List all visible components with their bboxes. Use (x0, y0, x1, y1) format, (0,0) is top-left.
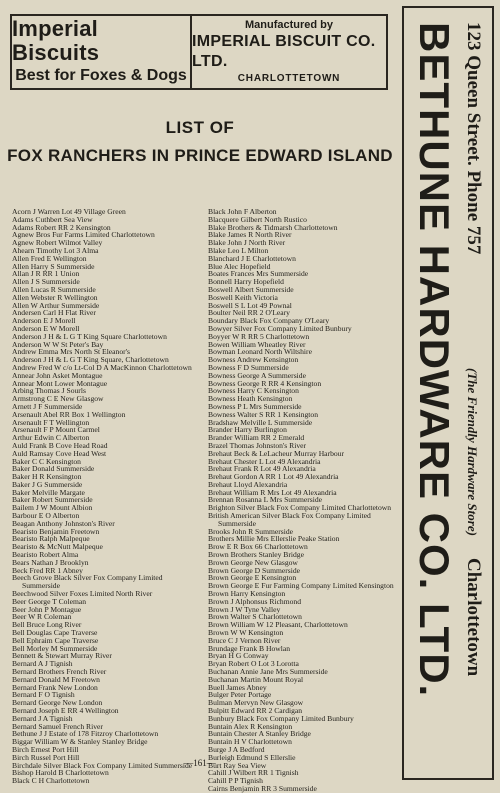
list-item: Blake Brothers & Tidmarsh Charlottetown (208, 222, 338, 232)
list-item: Cahill J Wilbert RR 1 Tignish (208, 768, 299, 778)
list-item: Anderson E J Morell (12, 316, 76, 326)
list-item: Boswell Keith Victoria (208, 292, 278, 302)
list-item: Bonnell Harry Hopefield (208, 277, 284, 287)
list-item: Anderson J H & L G T King Square Charlottetown (12, 331, 167, 341)
list-item: Bishop Harold B Charlottetown (12, 768, 109, 778)
list-item: Blacquere Gilbert North Rustico (208, 214, 307, 224)
list-item: Ahearn Timothy Lot 3 Alma (12, 245, 99, 255)
list-item: Bears Nathan J Brooklyn (12, 557, 89, 567)
list-item: Andersen Carl H Flat River (12, 308, 96, 318)
list-item: Brown Brothers Stanley Bridge (208, 550, 304, 560)
list-item: Beech Grove Black Silver Fox Company Limited Summerside (12, 573, 163, 591)
list-item: Brehaut Lloyd Alexandria (208, 479, 288, 489)
list-item: Bowyer Silver Fox Company Limited Bunbury (208, 323, 352, 333)
list-item: British American Silver Black Fox Company Limited Summerside (208, 511, 371, 528)
list-item: Bowman Leonard North Wiltshire (208, 347, 312, 357)
list-item: Bennett & Stewart Murray River (12, 651, 112, 661)
list-item: Acorn J Warren Lot 49 Village Green (12, 207, 126, 216)
list-item: Bradshaw Melville L Summerside (208, 417, 313, 427)
list-item: Bernard Joseph E RR 4 Wellington (12, 706, 119, 715)
list-item: Brennan Rosanna L Mrs Summerside (208, 495, 323, 505)
sidebar-tagline: (The Friendly Hardware Store) (465, 368, 480, 536)
ad-subtitle: Best for Foxes & Dogs (15, 67, 187, 84)
list-item: Baker Robert Summerside (12, 495, 93, 505)
list-item: Allen Webster R Wellington (12, 292, 98, 302)
list-item: Baker H R Kensington (12, 472, 82, 482)
list-item: Boates Frances Mrs Summerside (208, 269, 309, 279)
list-item: Black C H Charlottetown (12, 776, 90, 786)
list-item: Brothers Millie Mrs Ellerslie Peake Station (208, 534, 340, 544)
list-item: Brown Harry Kensington (208, 589, 286, 599)
page-title-line2: FOX RANCHERS IN PRINCE EDWARD ISLAND (7, 146, 393, 165)
list-item: Buntain Alex R Kensington (208, 721, 293, 731)
list-item: Auld Frank B Cove Head Road (12, 440, 108, 450)
list-item: Allen Harry S Summerside (12, 261, 95, 271)
list-item: Adams Robert RR 2 Kensington (12, 222, 111, 232)
list-item: Allen W Arthur Summerside (12, 300, 100, 310)
list-item: Bryan H G Conway (208, 651, 269, 661)
ad-right-panel (192, 16, 386, 88)
list-item: Bryan Robert O Lot 3 Lorotta (208, 659, 299, 669)
list-item: Boulter Neil RR 2 O'Leary (208, 308, 290, 318)
list-item: Birch Ernest Port Hill (12, 744, 79, 754)
list-item: Blake James R North River (208, 230, 292, 240)
list-item: Bunbury Black Fox Company Limited Bunbury (208, 713, 354, 723)
list-item: Bernard Samuel French River (12, 721, 103, 731)
page-title-line1: LIST OF (165, 118, 235, 137)
list-item: Annear Mont Lower Montague (12, 378, 108, 388)
list-item: Beer George T Coleman (12, 596, 87, 606)
list-item: Brown George D Summerside (208, 565, 301, 575)
list-item: Bernard Brothers French River (12, 667, 107, 677)
list-item: Brown J Alphonsus Richmond (208, 596, 302, 606)
list-item: Baker C C Kensington (12, 456, 81, 466)
ad-manufactured-by: Manufactured by (244, 19, 333, 31)
list-item: Bowness Walter S RR 1 Kensington (208, 409, 318, 419)
list-item: Bernard George New London (12, 698, 103, 708)
list-item: Auld Ramsay Cove Head West (12, 448, 107, 458)
list-item: Brander William RR 2 Emerald (208, 433, 305, 443)
list-item: Bowness Heath Kensington (208, 394, 293, 404)
list-item: Annear John Asket Montague (12, 370, 103, 380)
list-item: Brown William W 12 Pleasant, Charlottetown (208, 620, 348, 630)
list-item: Bowness Harry C Kensington (208, 386, 299, 396)
list-item: Boswell Albert Summerside (208, 284, 294, 294)
list-item: Burleigh Edmund S Ellerslie (208, 752, 296, 762)
list-item: Bernard F O Tignish (12, 690, 75, 700)
list-item: Bell Bruce Long River (12, 620, 82, 630)
list-item: Burt Ray Sea View (208, 760, 267, 770)
list-item: Agnew Bros Fur Farms Limited Charlottetown (12, 230, 155, 240)
list-item: Burge J A Bedford (208, 744, 265, 754)
sidebar-company-name: BETHUNE HARDWARE CO. LTD. (411, 22, 458, 698)
list-item: Beagan Anthony Johnston's River (12, 518, 115, 528)
list-item: Bowness P L Mrs Summerside (208, 401, 302, 411)
sidebar-city: Charlottetown (463, 558, 484, 677)
list-item: Buchanan Annie Jane Mrs Summerside (208, 667, 328, 677)
ad-left-panel (12, 16, 192, 88)
list-item: Brander Harry Burlington (208, 425, 287, 435)
list-item: Brehaut Beck & LeLacheur Murray Harbour (208, 448, 344, 458)
list-item: Beer John P Montague (12, 604, 82, 614)
list-item: Bell Douglas Cape Traverse (12, 628, 98, 638)
list-item: Arnett J F Summerside (12, 401, 83, 411)
list-item: Bowen William Wheatley River (208, 339, 306, 349)
list-item: Bowness George A Summerside (208, 370, 306, 380)
list-item: Black John F Alberton (208, 207, 277, 216)
ad-title: Imperial Biscuits (12, 16, 100, 65)
list-item: Beer W R Coleman (12, 612, 72, 622)
right-column (208, 207, 396, 793)
list-item: Baker Donald Summerside (12, 464, 95, 474)
list-item: Anderson W W St Peter's Bay (12, 339, 104, 349)
list-item: Birch Russel Port Hill (12, 752, 80, 762)
list-item: Boundary Black Fox Company O'Leary (208, 316, 330, 326)
imperial-biscuits-advertisement (10, 14, 388, 90)
list-item: Barbour E O Alberton (12, 511, 80, 521)
list-item: Buntain H V Charlottetown (208, 737, 292, 747)
list-item: Blanchard J E Charlottetown (208, 253, 296, 263)
list-item: Brow E R Box 66 Charlottetown (208, 542, 308, 552)
list-item: Bulpitt Edward RR 2 Cardigan (208, 706, 303, 715)
list-item: Buell James Abney (208, 682, 267, 692)
list-item: Bowness F D Summerside (208, 362, 289, 372)
list-item: Arsenault Abel RR Box 1 Wellington (12, 409, 126, 419)
list-item: Biggar William W & Stanley Stanley Bridge (12, 737, 148, 747)
list-item: Brighton Silver Black Fox Company Limited Charlottetown (208, 503, 392, 513)
list-item: Bowness George R RR 4 Kensington (208, 378, 322, 388)
page-number: —161— (184, 758, 216, 768)
list-item: Bruce C J Vernon River (208, 635, 281, 645)
sidebar-address: 123 Queen Street. Phone 757 (463, 22, 484, 255)
list-item: Brehaut Chester L Lot 49 Alexandria (208, 456, 321, 466)
list-item: Bernard A J Tignish (12, 659, 73, 669)
list-item: Brazel Thomas Johnston's River (208, 440, 307, 450)
list-item: Blake Leo L Milton (208, 245, 269, 255)
list-item: Bailem J W Mount Albion (12, 503, 93, 513)
list-item: Brehaut Gordon A RR 1 Lot 49 Alexandria (208, 472, 339, 482)
list-item: Cahill P P Tignish (208, 776, 263, 786)
list-item: Bearisto Benjamin Freetown (12, 526, 100, 536)
list-item: Brown George E Kensington (208, 573, 297, 583)
list-item: Buntain Chester A Stanley Bridge (208, 729, 311, 739)
list-item: Brundage Frank B Howlan (208, 643, 291, 653)
list-item: Bulman Mervyn New Glasgow (208, 698, 304, 708)
ad-company-name: IMPERIAL BISCUIT CO. LTD. (192, 33, 376, 70)
list-item: Boyyer W R RR 5 Charlottetown (208, 331, 310, 341)
list-item: Allen Fred E Wellington (12, 253, 87, 263)
list-item: Agnew Robert Wilmot Valley (12, 238, 103, 248)
list-item: Brown J W Tyne Valley (208, 604, 281, 614)
list-item: Bell Ephraim Cape Traverse (12, 635, 99, 645)
list-item: Brown George New Glasgow (208, 557, 298, 567)
list-item: Bulger Peter Portage (208, 690, 272, 700)
list-item: Boswell S L Lot 49 Pownal (208, 300, 292, 310)
list-item: Brooks John R Summerside (208, 526, 294, 536)
list-item: Beck Fred RR 1 Abney (12, 565, 83, 575)
list-item: Anderson J H & L G T King Square, Charlottetown (12, 355, 169, 365)
list-item: Allen J S Summerside (12, 277, 80, 287)
list-item: Bowness Andrew Kensington (208, 355, 299, 365)
list-item: Armstrong C E New Glasgow (12, 394, 104, 404)
list-item: Brehaut Frank R Lot 49 Alexandria (208, 464, 316, 474)
ad-city: CHARLOTTETOWN (237, 73, 341, 84)
list-item: Birchdale Silver Black Fox Company Limited Summerside (12, 760, 193, 770)
list-item: Adams Cuthbert Sea View (12, 214, 93, 224)
list-item: Brown W W Kensington (208, 628, 284, 638)
list-item: Baker J G Summerside (12, 479, 83, 489)
list-item: Brehaut William R Mrs Lot 49 Alexandria (208, 487, 337, 497)
list-item: Cairns Benjamin RR 3 Summerside (208, 783, 317, 793)
list-item: Andrew Emma Mrs North St Eleanor's (12, 347, 130, 357)
list-item: Bernard Frank New London (12, 682, 98, 692)
list-item: Bearisto Ralph Malpeque (12, 534, 90, 544)
list-item: Allen Lucas R Summerside (12, 284, 96, 294)
list-item: Arbing Thomas J Sourls (12, 386, 86, 396)
list-item: Bethune J J Estate of 178 Fitzroy Charlottetown (12, 729, 159, 739)
list-item: Bernard J A Tignish (12, 713, 73, 723)
list-item: Blue Alec Hopefield (208, 261, 271, 271)
bethune-hardware-advertisement (402, 6, 494, 780)
list-item: Bell Morley M Summerside (12, 643, 98, 653)
list-item: Andrew Fred W c/o Lt-Col D A MacKinnon Charlottetown (12, 362, 192, 372)
list-item: Buchanan Martin Mount Royal (208, 674, 304, 684)
list-item: Bearisto & McNutt Malpeque (12, 542, 103, 552)
list-item: Bearisto Robert Alma (12, 550, 79, 560)
list-item: Arthur Edwin C Alberton (12, 433, 90, 443)
list-item: Brown George E Fur Farming Company Limited Kensington (208, 581, 394, 591)
list-item: Blake John J North River (208, 238, 286, 248)
list-item: Arsenault F P Mount Carmel (12, 425, 100, 435)
list-item: Anderson E W Morell (12, 323, 80, 333)
list-item: Arsenault F T Wellington (12, 417, 90, 427)
list-item: Allan J R RR 1 Union (12, 269, 80, 279)
list-item: Brown Walter S Charlottetown (208, 612, 302, 622)
list-item: Baker Melville Margate (12, 487, 85, 497)
list-item: Bernard Donald M Freetown (12, 674, 100, 684)
list-item: Beechwood Silver Foxes Limited North River (12, 589, 153, 599)
